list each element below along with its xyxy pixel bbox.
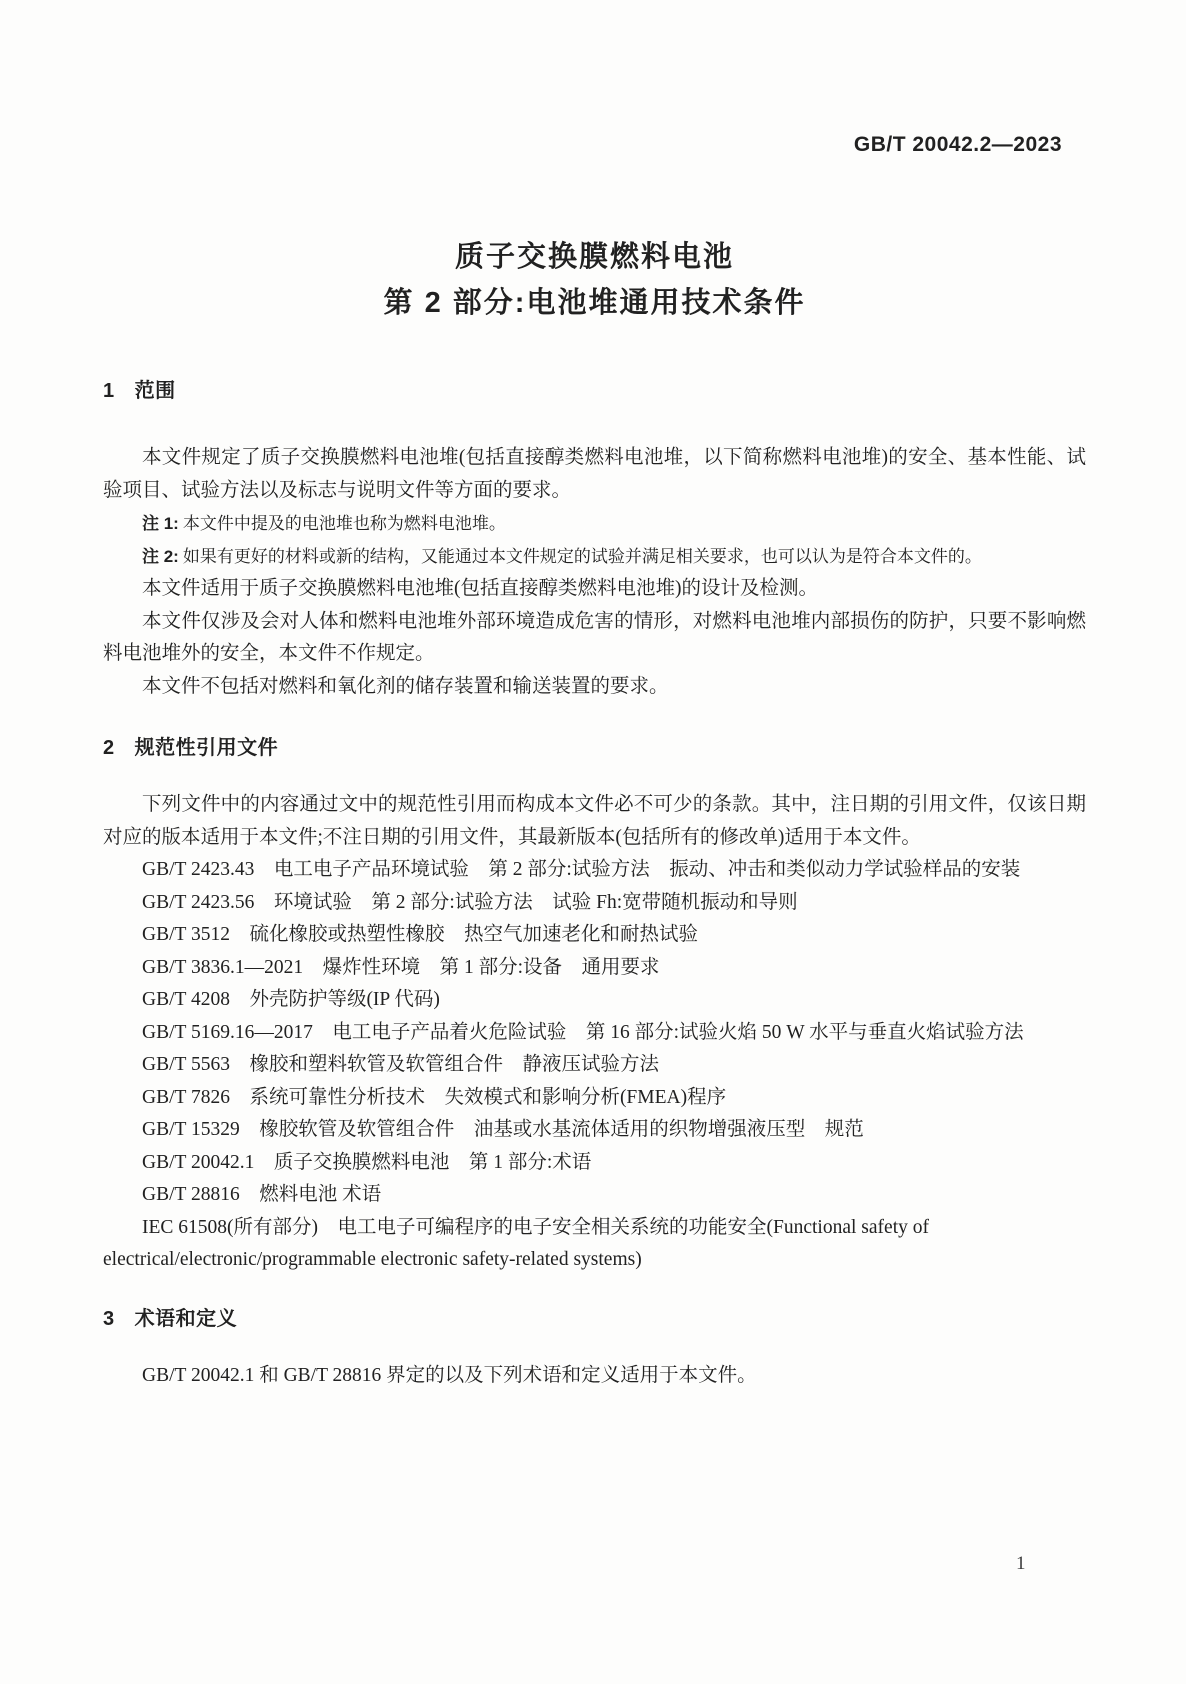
reference-item: GB/T 15329 橡胶软管及软管组合件 油基或水基流体适用的织物增强液压型 规范: [142, 1119, 864, 1140]
scope-note-1: [103, 507, 1086, 540]
references-intro: 下列文件中的内容通过文中的规范性引用而构成本文件必不可少的条款。其中，注日期的引用文件，仅该日期对应的版本适用于本文件;不注日期的引用文件，其最新版本(包括所有的修改单)适用于本文件。: [103, 794, 1086, 848]
page-number: 1: [1016, 1553, 1026, 1574]
section-heading-terms: [103, 1304, 1086, 1334]
reference-item: GB/T 20042.1 质子交换膜燃料电池 第 1 部分:术语: [142, 1151, 592, 1173]
note-text: 如果有更好的材料或新的结构，又能通过本文件规定的试验并满足相关要求，也可以认为是符合本文件的。: [182, 547, 982, 566]
document-header: [103, 132, 1086, 158]
reference-item: GB/T 28816 燃料电池 术语: [142, 1184, 382, 1205]
scope-paragraph-1: 本文件规定了质子交换膜燃料电池堆(包括直接醇类燃料电池堆，以下简称燃料电池堆)的安全、基本性能、试验项目、试验方法以及标志与说明文件等方面的要求。: [103, 447, 1086, 501]
section-number: 2: [103, 737, 115, 759]
section-normative-references: [103, 733, 1086, 1277]
reference-item: GB/T 2423.43 电工电子产品环境试验 第 2 部分:试验方法 振动、冲击和类似动力学试验样品的安装: [142, 859, 1021, 880]
scope-paragraph-3: 本文件仅涉及会对人体和燃料电池堆外部环境造成危害的情形，对燃料电池堆内部损伤的防护，只要不影响燃料电池堆外的安全，本文件不作规定。: [103, 610, 1086, 664]
section-terms-definitions: [103, 1304, 1086, 1393]
reference-item: GB/T 4208 外壳防护等级(IP 代码): [142, 989, 440, 1010]
reference-item: GB/T 3512 硫化橡胶或热塑性橡胶 热空气加速老化和耐热试验: [142, 924, 698, 945]
note-text: 本文件中提及的电池堆也称为燃料电池堆。: [182, 514, 506, 533]
standard-code: GB/T 20042.2—2023: [853, 133, 1062, 156]
section-title: 范围: [134, 380, 176, 402]
note-label: 注 2:: [142, 547, 179, 566]
reference-item: GB/T 3836.1—2021 爆炸性环境 第 1 部分:设备 通用要求: [142, 956, 660, 978]
title-line-1: 质子交换膜燃料电池: [454, 241, 734, 273]
scope-paragraph-2: 本文件适用于质子交换膜燃料电池堆(包括直接醇类燃料电池堆)的设计及检测。: [142, 578, 818, 599]
section-title: 术语和定义: [134, 1307, 238, 1330]
section-number: 3: [103, 1307, 115, 1330]
note-label: 注 1:: [142, 514, 179, 533]
reference-item: GB/T 5563 橡胶和塑料软管及软管组合件 静液压试验方法: [142, 1054, 659, 1075]
reference-item: GB/T 5169.16—2017 电工电子产品着火危险试验 第 16 部分:试验火焰 50 W 水平与垂直火焰试验方法: [142, 1021, 1024, 1043]
title-line-2: 第 2 部分:电池堆通用技术条件: [383, 287, 806, 319]
section-title: 规范性引用文件: [134, 737, 279, 759]
section-number: 1: [103, 380, 115, 402]
reference-item: GB/T 7826 系统可靠性分析技术 失效模式和影响分析(FMEA)程序: [142, 1086, 727, 1108]
section-heading-references: [103, 733, 1086, 763]
scope-note-2: [103, 540, 1086, 573]
terms-paragraph-1: GB/T 20042.1 和 GB/T 28816 界定的以及下列术语和定义适用于本文件。: [142, 1364, 757, 1386]
reference-item: GB/T 2423.56 环境试验 第 2 部分:试验方法 试验 Fh:宽带随机振动和导则: [142, 891, 798, 913]
document-title: [103, 234, 1086, 326]
section-scope: [103, 376, 1086, 703]
reference-item: IEC 61508(所有部分) 电工电子可编程序的电子安全相关系统的功能安全(Functional safety of electrical/electronic/programmable electronic safety-related systems): [103, 1216, 929, 1270]
section-heading-scope: [103, 376, 1086, 406]
scope-paragraph-4: 本文件不包括对燃料和氧化剂的储存装置和输送装置的要求。: [142, 675, 669, 697]
